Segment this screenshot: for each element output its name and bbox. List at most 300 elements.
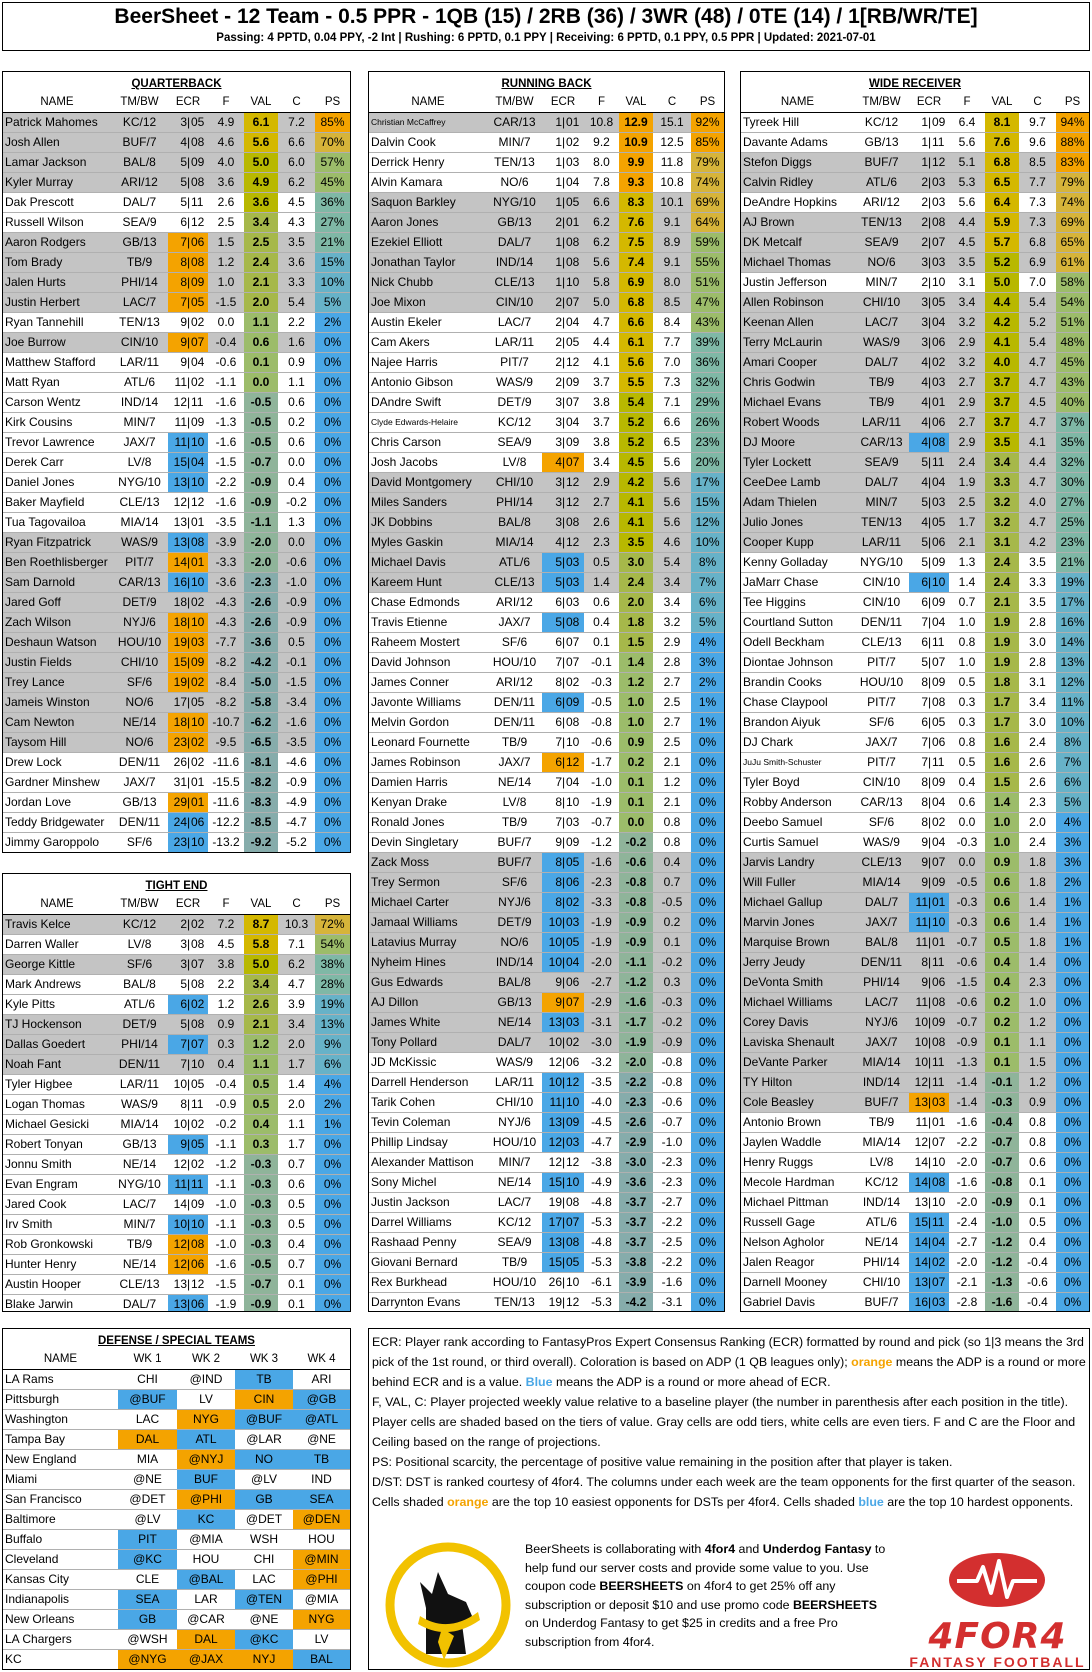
player-name: Michael Thomas bbox=[741, 253, 854, 273]
4for4-brand: 4FOR4 bbox=[928, 1616, 1067, 1657]
projected-value: 6.1 bbox=[244, 113, 278, 133]
ecr-separator: | bbox=[562, 435, 566, 449]
ceiling-value: -3.1 bbox=[653, 1293, 691, 1313]
team-bye: LV/8 bbox=[487, 453, 542, 473]
projected-value: -0.2 bbox=[619, 833, 653, 853]
week-4-opponent: BAL bbox=[293, 1650, 350, 1670]
ecr-pick: 01 bbox=[191, 515, 205, 529]
floor-value: -0.1 bbox=[584, 653, 619, 673]
player-row bbox=[741, 213, 1089, 233]
ecr-separator: | bbox=[928, 835, 932, 849]
team-bye: CHI/10 bbox=[487, 1093, 542, 1113]
player-row bbox=[369, 333, 724, 353]
player-row bbox=[369, 693, 724, 713]
positional-scarcity: 0% bbox=[691, 1013, 724, 1033]
ecr-separator: | bbox=[562, 1255, 566, 1269]
positional-scarcity: 20% bbox=[691, 453, 724, 473]
ecr-separator: | bbox=[928, 455, 932, 469]
ceiling-value: -1.0 bbox=[653, 1133, 691, 1153]
positional-scarcity: 57% bbox=[315, 153, 350, 173]
positional-scarcity: 0% bbox=[691, 1293, 724, 1313]
player-row bbox=[741, 913, 1089, 933]
positional-scarcity: 0% bbox=[315, 1135, 350, 1155]
floor-value: 2.1 bbox=[949, 533, 985, 553]
team-bye: ATL/6 bbox=[487, 553, 542, 573]
ecr-round: 1 bbox=[555, 235, 562, 249]
player-name: Baker Mayfield bbox=[3, 493, 111, 513]
ecr-separator: | bbox=[928, 655, 932, 669]
ecr-separator: | bbox=[562, 995, 566, 1009]
player-row bbox=[741, 613, 1089, 633]
beersheets-dog-logo-icon bbox=[382, 1542, 514, 1668]
ecr-pick: 08 bbox=[191, 1017, 205, 1031]
ceiling-value: 7.3 bbox=[653, 373, 691, 393]
positional-scarcity: 1% bbox=[1056, 893, 1089, 913]
ecr-round: 2 bbox=[921, 235, 928, 249]
team-bye: NE/14 bbox=[111, 713, 168, 733]
player-name: Matt Ryan bbox=[3, 373, 111, 393]
player-row bbox=[369, 533, 724, 553]
ecr-round: 13 bbox=[548, 1235, 562, 1249]
ceiling-value: 2.8 bbox=[1019, 613, 1056, 633]
player-row bbox=[369, 1273, 724, 1293]
week-1-opponent: MIA bbox=[118, 1450, 177, 1470]
ecr-cell bbox=[909, 893, 949, 913]
player-row bbox=[741, 933, 1089, 953]
ecr-pick: 06 bbox=[566, 975, 580, 989]
ecr-cell bbox=[909, 973, 949, 993]
column-header: NAME bbox=[741, 93, 854, 113]
ecr-separator: | bbox=[928, 195, 932, 209]
positional-scarcity: 0% bbox=[1056, 1053, 1089, 1073]
column-header: PS bbox=[691, 93, 724, 113]
ecr-cell bbox=[542, 973, 584, 993]
team-bye: MIN/7 bbox=[487, 133, 542, 153]
player-name: Jonnu Smith bbox=[3, 1155, 111, 1175]
ecr-cell bbox=[909, 853, 949, 873]
floor-value: -4.3 bbox=[208, 593, 244, 613]
ecr-separator: | bbox=[562, 235, 566, 249]
ecr-round: 6 bbox=[555, 695, 562, 709]
team-bye: JAX/7 bbox=[854, 913, 909, 933]
ecr-cell bbox=[542, 993, 584, 1013]
ecr-round: 10 bbox=[548, 955, 562, 969]
ecr-cell bbox=[909, 373, 949, 393]
ecr-cell bbox=[542, 293, 584, 313]
floor-value: 0.5 bbox=[949, 673, 985, 693]
defense-table bbox=[3, 1350, 350, 1670]
positional-scarcity: 0% bbox=[315, 353, 350, 373]
ecr-cell bbox=[542, 333, 584, 353]
ecr-pick: 07 bbox=[932, 235, 946, 249]
ecr-separator: | bbox=[928, 1015, 932, 1029]
ceiling-value: 8.4 bbox=[653, 313, 691, 333]
ceiling-value: 0.6 bbox=[1019, 1153, 1056, 1173]
week-1-opponent: @NE bbox=[118, 1470, 177, 1490]
floor-value: 2.4 bbox=[949, 453, 985, 473]
positional-scarcity: 0% bbox=[315, 333, 350, 353]
ecr-pick: 02 bbox=[191, 675, 205, 689]
ecr-cell bbox=[909, 513, 949, 533]
ecr-round: 5 bbox=[180, 195, 187, 209]
player-row bbox=[369, 873, 724, 893]
team-bye: CIN/10 bbox=[854, 773, 909, 793]
ceiling-value: 0.5 bbox=[1019, 1213, 1056, 1233]
player-row bbox=[741, 433, 1089, 453]
player-name: Kenny Golladay bbox=[741, 553, 854, 573]
projected-value: 2.4 bbox=[619, 573, 653, 593]
projected-value: 5.4 bbox=[619, 393, 653, 413]
ecr-round: 2 bbox=[921, 215, 928, 229]
projected-value: 2.0 bbox=[244, 293, 278, 313]
ceiling-value: 7.7 bbox=[1019, 173, 1056, 193]
positional-scarcity: 13% bbox=[315, 1015, 350, 1035]
defense-row bbox=[3, 1490, 350, 1510]
running-back-title: RUNNING BACK bbox=[501, 78, 592, 90]
ceiling-value: 0.5 bbox=[278, 633, 315, 653]
ecr-separator: | bbox=[928, 235, 932, 249]
ecr-pick: 02 bbox=[191, 997, 205, 1011]
ceiling-value: 9.6 bbox=[1019, 133, 1056, 153]
ecr-pick: 07 bbox=[191, 335, 205, 349]
player-name: Justin Jackson bbox=[369, 1193, 487, 1213]
ecr-pick: 02 bbox=[932, 355, 946, 369]
ecr-round: 11 bbox=[174, 435, 187, 449]
ecr-round: 2 bbox=[921, 275, 928, 289]
floor-value: 4.6 bbox=[208, 133, 244, 153]
player-name: Drew Lock bbox=[3, 753, 111, 773]
positional-scarcity: 8% bbox=[691, 553, 724, 573]
ceiling-value: -4.9 bbox=[278, 793, 315, 813]
player-name: Kenyan Drake bbox=[369, 793, 487, 813]
team-bye: TEN/13 bbox=[487, 153, 542, 173]
floor-value: -1.7 bbox=[584, 753, 619, 773]
ecr-cell bbox=[909, 1033, 949, 1053]
team-bye: CAR/13 bbox=[854, 793, 909, 813]
floor-value: -1.1 bbox=[208, 1215, 244, 1235]
player-row bbox=[741, 653, 1089, 673]
player-name: Zack Moss bbox=[369, 853, 487, 873]
player-row bbox=[3, 813, 350, 833]
player-row bbox=[741, 1153, 1089, 1173]
defense-row bbox=[3, 1530, 350, 1550]
team-bye: PHI/14 bbox=[854, 973, 909, 993]
ecr-cell bbox=[909, 753, 949, 773]
floor-value: -5.3 bbox=[584, 1253, 619, 1273]
week-4-opponent: ARI bbox=[293, 1370, 350, 1390]
ecr-separator: | bbox=[562, 1295, 566, 1309]
4for4-logo bbox=[905, 1545, 1090, 1670]
floor-value: 8.0 bbox=[584, 153, 619, 173]
player-name: Leonard Fournette bbox=[369, 733, 487, 753]
ceiling-value: 7.0 bbox=[653, 353, 691, 373]
defense-row bbox=[3, 1470, 350, 1490]
floor-value: -1.1 bbox=[208, 1135, 244, 1155]
ceiling-value: 4.5 bbox=[1019, 393, 1056, 413]
ecr-pick: 02 bbox=[191, 1117, 205, 1131]
ecr-pick: 03 bbox=[566, 595, 580, 609]
floor-value: 0.1 bbox=[584, 633, 619, 653]
team-bye: DAL/7 bbox=[487, 233, 542, 253]
quarterback-table bbox=[3, 93, 350, 853]
ecr-cell bbox=[909, 1153, 949, 1173]
ecr-cell bbox=[542, 133, 584, 153]
player-row bbox=[369, 753, 724, 773]
floor-value: -1.6 bbox=[949, 1173, 985, 1193]
ecr-round: 11 bbox=[915, 935, 928, 949]
ceiling-value: 1.2 bbox=[653, 773, 691, 793]
floor-value: 4.9 bbox=[208, 113, 244, 133]
ecr-cell bbox=[909, 1053, 949, 1073]
projected-value: -2.6 bbox=[244, 613, 278, 633]
team-bye: NYJ/6 bbox=[854, 1013, 909, 1033]
positional-scarcity: 0% bbox=[1056, 1233, 1089, 1253]
player-name: DeVonta Smith bbox=[741, 973, 854, 993]
week-3-opponent: GB bbox=[235, 1490, 293, 1510]
ecr-round: 9 bbox=[921, 875, 928, 889]
player-row bbox=[3, 1275, 350, 1295]
projected-value: -1.2 bbox=[985, 1233, 1019, 1253]
ceiling-value: 2.2 bbox=[278, 313, 315, 333]
ecr-cell bbox=[542, 933, 584, 953]
player-name: Tarik Cohen bbox=[369, 1093, 487, 1113]
ecr-separator: | bbox=[562, 615, 566, 629]
ecr-cell bbox=[168, 1115, 208, 1135]
team-bye: CLE/13 bbox=[487, 273, 542, 293]
ecr-pick: 02 bbox=[191, 1157, 205, 1171]
ecr-separator: | bbox=[187, 315, 191, 329]
ecr-cell bbox=[542, 1053, 584, 1073]
projected-value: 2.5 bbox=[244, 233, 278, 253]
player-row bbox=[3, 573, 350, 593]
player-row bbox=[741, 533, 1089, 553]
projected-value: 5.9 bbox=[985, 213, 1019, 233]
player-name: Trevor Lawrence bbox=[3, 433, 111, 453]
ecr-cell bbox=[168, 1095, 208, 1115]
projected-value: 3.6 bbox=[244, 193, 278, 213]
team-bye: LAC/7 bbox=[111, 293, 168, 313]
projected-value: 5.2 bbox=[619, 433, 653, 453]
ecr-pick: 10 bbox=[932, 1195, 946, 1209]
wide-receiver-table bbox=[741, 93, 1089, 1312]
ecr-cell bbox=[909, 113, 949, 133]
team-bye: BAL/8 bbox=[111, 975, 168, 995]
floor-value: 1.9 bbox=[949, 473, 985, 493]
ceiling-value: 8.0 bbox=[653, 273, 691, 293]
ceiling-value: -0.9 bbox=[653, 1033, 691, 1053]
floor-value: 3.6 bbox=[208, 173, 244, 193]
ecr-round: 9 bbox=[921, 855, 928, 869]
projected-value: -0.5 bbox=[244, 433, 278, 453]
ecr-round: 7 bbox=[921, 695, 928, 709]
ceiling-value: 9.1 bbox=[653, 253, 691, 273]
positional-scarcity: 51% bbox=[691, 273, 724, 293]
ceiling-value: 0.8 bbox=[1019, 1133, 1056, 1153]
floor-value: -3.2 bbox=[584, 1053, 619, 1073]
player-row bbox=[369, 1093, 724, 1113]
player-row bbox=[3, 1235, 350, 1255]
floor-value: -0.6 bbox=[949, 953, 985, 973]
team-bye: SF/6 bbox=[487, 873, 542, 893]
ecr-round: 15 bbox=[548, 1175, 562, 1189]
ecr-separator: | bbox=[562, 375, 566, 389]
team-bye: LAC/7 bbox=[854, 993, 909, 1013]
projected-value: -2.0 bbox=[619, 1053, 653, 1073]
ceiling-value: -3.5 bbox=[278, 733, 315, 753]
ecr-pick: 10 bbox=[566, 275, 580, 289]
projected-value: -0.7 bbox=[985, 1153, 1019, 1173]
team-bye: BUF/7 bbox=[854, 1093, 909, 1113]
positional-scarcity: 11% bbox=[1056, 693, 1089, 713]
week-4-opponent: SEA bbox=[293, 1490, 350, 1510]
ecr-round: 10 bbox=[548, 1035, 562, 1049]
ecr-round: 14 bbox=[914, 1175, 928, 1189]
ecr-pick: 08 bbox=[932, 995, 946, 1009]
team-bye: MIA/14 bbox=[487, 533, 542, 553]
positional-scarcity: 1% bbox=[1056, 913, 1089, 933]
player-name: Christian McCaffrey bbox=[369, 113, 487, 133]
player-row bbox=[369, 813, 724, 833]
positional-scarcity: 2% bbox=[315, 1095, 350, 1115]
projected-value: 0.4 bbox=[244, 1115, 278, 1135]
player-name: Calvin Ridley bbox=[741, 173, 854, 193]
floor-value: 2.7 bbox=[949, 413, 985, 433]
player-row bbox=[369, 1173, 724, 1193]
player-name: Sony Michel bbox=[369, 1173, 487, 1193]
ecr-separator: | bbox=[187, 115, 191, 129]
player-name: Hunter Henry bbox=[3, 1255, 111, 1275]
team-bye: HOU/10 bbox=[111, 633, 168, 653]
player-name: Chase Claypool bbox=[741, 693, 854, 713]
ecr-round: 9 bbox=[921, 975, 928, 989]
team-bye: KC/12 bbox=[854, 113, 909, 133]
week-2-opponent: @NYJ bbox=[177, 1450, 235, 1470]
ecr-pick: 03 bbox=[932, 175, 946, 189]
ecr-round: 3 bbox=[921, 315, 928, 329]
scoring-settings: Passing: 4 PPTD, 0.04 PPY, -2 Int | Rushing: 6 PPTD, 0.1 PPY | Receiving: 6 PPTD, 0.1 PPY, 0.5 PPR | Updated: 2021-07-01 bbox=[216, 32, 876, 44]
ceiling-value: 0.7 bbox=[653, 873, 691, 893]
ecr-pick: 11 bbox=[932, 755, 945, 769]
ecr-round: 9 bbox=[180, 315, 187, 329]
ecr-separator: | bbox=[928, 935, 932, 949]
team-bye: SF/6 bbox=[111, 833, 168, 853]
positional-scarcity: 0% bbox=[315, 1215, 350, 1235]
week-4-opponent: @MIA bbox=[293, 1590, 350, 1610]
week-1-opponent: CHI bbox=[118, 1370, 177, 1390]
ecr-round: 3 bbox=[555, 395, 562, 409]
ecr-round: 13 bbox=[173, 1297, 187, 1311]
player-row bbox=[3, 273, 350, 293]
positional-scarcity: 0% bbox=[691, 733, 724, 753]
ceiling-value: 0.2 bbox=[653, 913, 691, 933]
ecr-pick: 01 bbox=[566, 115, 580, 129]
running-back-table bbox=[369, 93, 724, 1312]
ecr-separator: | bbox=[562, 415, 566, 429]
player-row bbox=[741, 1053, 1089, 1073]
player-row bbox=[3, 753, 350, 773]
floor-value: -1.5 bbox=[949, 973, 985, 993]
ecr-separator: | bbox=[928, 395, 932, 409]
ceiling-value: -1.6 bbox=[653, 1273, 691, 1293]
ecr-separator: | bbox=[928, 155, 932, 169]
projected-value: -0.3 bbox=[985, 1093, 1019, 1113]
player-name: Jamaal Williams bbox=[369, 913, 487, 933]
ecr-pick: 06 bbox=[566, 1055, 580, 1069]
ecr-round: 13 bbox=[173, 1277, 187, 1291]
player-name: Melvin Gordon bbox=[369, 713, 487, 733]
ceiling-value: 6.6 bbox=[278, 133, 315, 153]
ecr-pick: 02 bbox=[191, 917, 205, 931]
player-name: David Montgomery bbox=[369, 473, 487, 493]
positional-scarcity: 0% bbox=[691, 993, 724, 1013]
ecr-round: 17 bbox=[548, 1215, 562, 1229]
team-bye: JAX/7 bbox=[487, 613, 542, 633]
player-row bbox=[3, 233, 350, 253]
ceiling-value: 1.7 bbox=[278, 1055, 315, 1075]
defense-team: Buffalo bbox=[3, 1530, 118, 1550]
ecr-round: 11 bbox=[915, 995, 928, 1009]
column-header: C bbox=[653, 93, 691, 113]
team-bye: ARI/12 bbox=[487, 673, 542, 693]
ecr-round: 11 bbox=[915, 915, 928, 929]
week-1-opponent: @WSH bbox=[118, 1630, 177, 1650]
ecr-cell bbox=[168, 995, 208, 1015]
ceiling-value: -0.2 bbox=[653, 1013, 691, 1033]
positional-scarcity: 10% bbox=[315, 273, 350, 293]
positional-scarcity: 5% bbox=[1056, 793, 1089, 813]
team-bye: JAX/7 bbox=[111, 773, 168, 793]
running-back-panel bbox=[368, 71, 725, 1312]
ecr-separator: | bbox=[187, 175, 191, 189]
ecr-pick: 08 bbox=[566, 715, 580, 729]
floor-value: 5.6 bbox=[949, 133, 985, 153]
ceiling-value: 0.9 bbox=[1019, 1093, 1056, 1113]
ecr-separator: | bbox=[928, 1055, 932, 1069]
player-name: Teddy Bridgewater bbox=[3, 813, 111, 833]
ecr-separator: | bbox=[562, 175, 566, 189]
player-name: Austin Ekeler bbox=[369, 313, 487, 333]
ecr-separator: | bbox=[187, 395, 191, 409]
team-bye: CIN/10 bbox=[111, 333, 168, 353]
player-row bbox=[741, 293, 1089, 313]
floor-value: 1.5 bbox=[208, 233, 244, 253]
ecr-cell bbox=[168, 273, 208, 293]
ceiling-value: -0.8 bbox=[653, 1053, 691, 1073]
team-bye: KC/12 bbox=[487, 413, 542, 433]
floor-value: 2.2 bbox=[208, 975, 244, 995]
player-row bbox=[741, 773, 1089, 793]
projected-value: -0.3 bbox=[244, 1195, 278, 1215]
projected-value: 6.5 bbox=[985, 173, 1019, 193]
week-4-opponent: @PHI bbox=[293, 1570, 350, 1590]
positional-scarcity: 2% bbox=[691, 673, 724, 693]
ecr-round: 8 bbox=[180, 275, 187, 289]
floor-value: 1.0 bbox=[208, 273, 244, 293]
week-4-opponent: @MIN bbox=[293, 1550, 350, 1570]
week-3-opponent: CHI bbox=[235, 1550, 293, 1570]
floor-value: -1.4 bbox=[949, 1093, 985, 1113]
team-bye: PIT/7 bbox=[854, 693, 909, 713]
ceiling-value: 6.2 bbox=[278, 173, 315, 193]
ecr-pick: 11 bbox=[932, 1215, 945, 1229]
positional-scarcity: 54% bbox=[1056, 293, 1089, 313]
projected-value: 1.7 bbox=[985, 713, 1019, 733]
player-name: CeeDee Lamb bbox=[741, 473, 854, 493]
player-row bbox=[3, 1255, 350, 1275]
ceiling-value: 0.5 bbox=[278, 1195, 315, 1215]
team-bye: ATL/6 bbox=[854, 173, 909, 193]
floor-value: 2.7 bbox=[949, 373, 985, 393]
